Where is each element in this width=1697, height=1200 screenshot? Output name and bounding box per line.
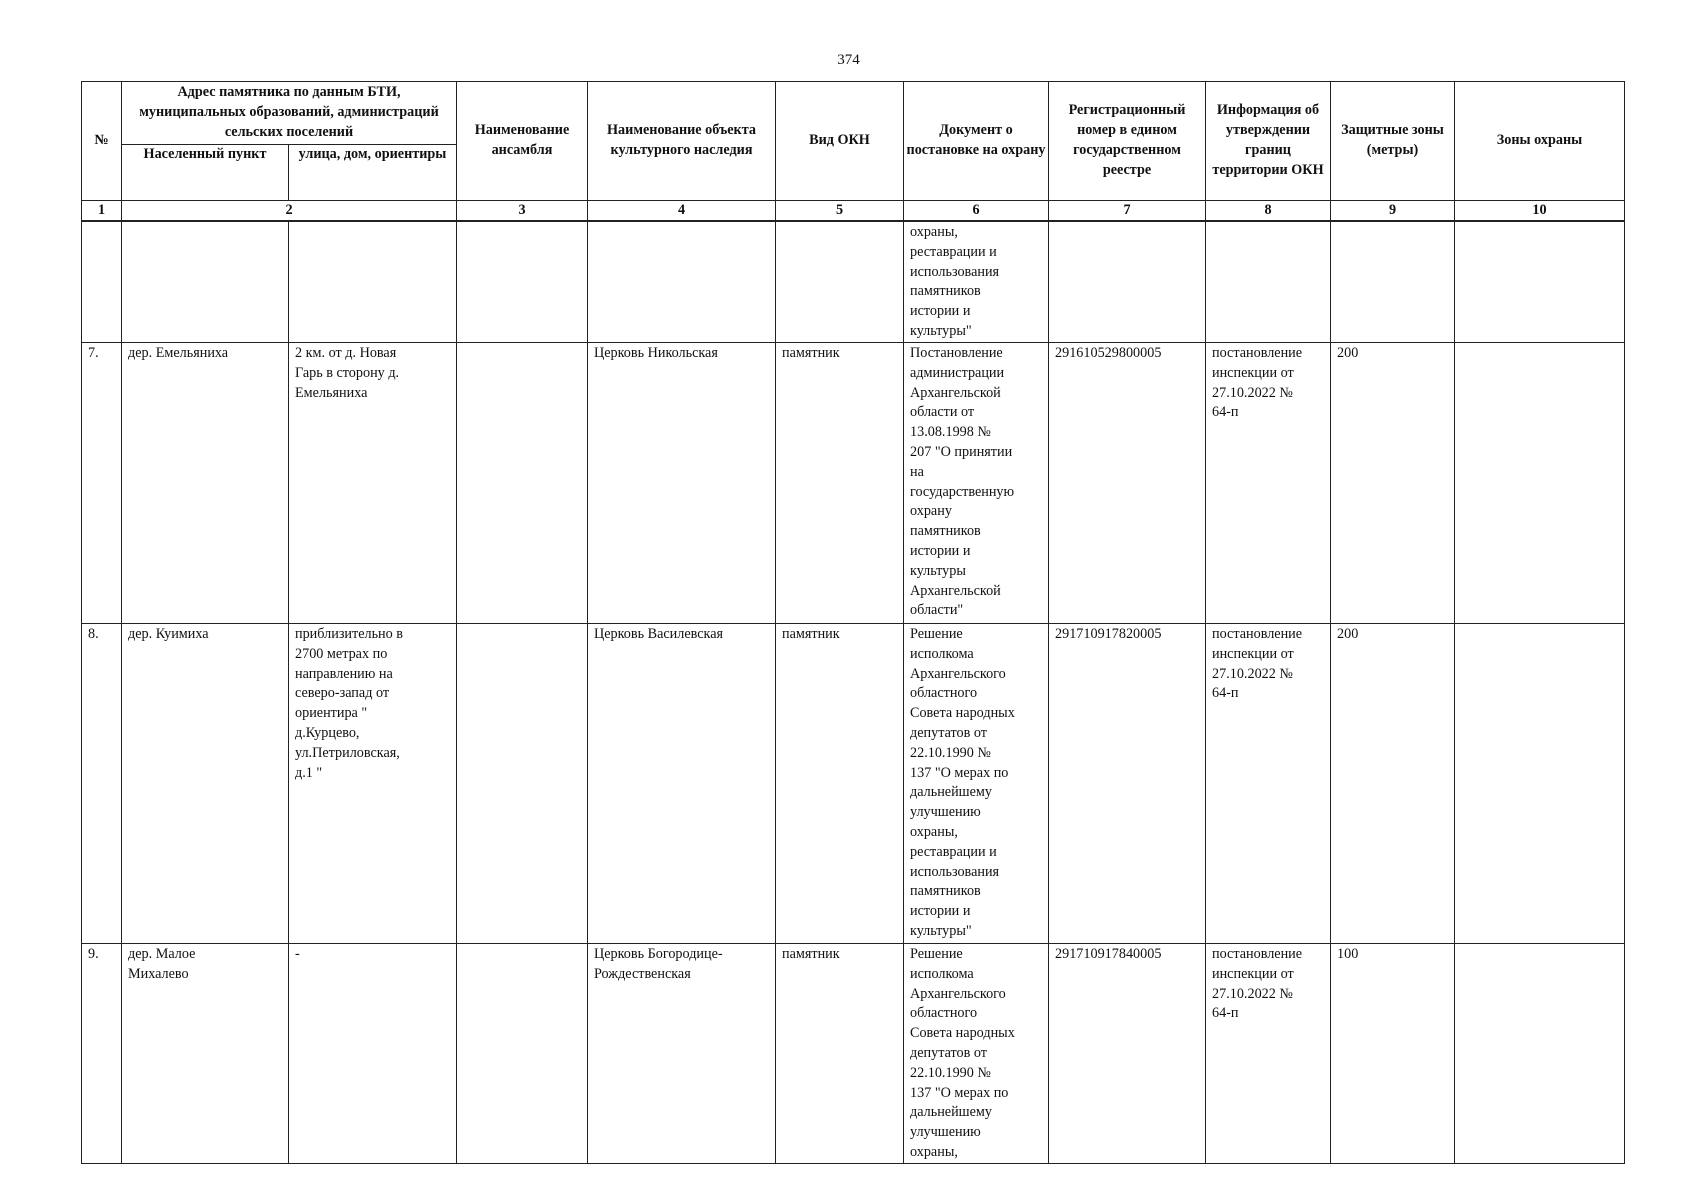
header-okn-type: Вид ОКН <box>776 82 904 201</box>
cell-protection-zone <box>1455 343 1625 624</box>
cell-street: приблизительно в 2700 метрах по направлению на северо-запад от ориентира " д.Курцево, ул.Петриловская, д.1 " <box>289 624 457 944</box>
column-number: 2 <box>122 201 457 222</box>
header-settlement: Населенный пункт <box>122 145 289 201</box>
cell-protection-zone <box>1455 624 1625 944</box>
page-number: 374 <box>837 52 860 68</box>
header-number: № <box>82 82 122 201</box>
cell-reg-number: 291610529800005 <box>1049 343 1206 624</box>
monument-register-table <box>81 81 1625 1164</box>
cell-protective-zone: 200 <box>1331 624 1455 944</box>
cell-okn-type: памятник <box>776 944 904 1164</box>
cell-boundaries-info: постановление инспекции от 27.10.2022 № 64-п <box>1206 343 1331 624</box>
header-ensemble: Наименование ансамбля <box>457 82 588 201</box>
table-row <box>82 343 1625 624</box>
column-number: 4 <box>588 201 776 222</box>
column-number: 3 <box>457 201 588 222</box>
table-row <box>82 221 1625 343</box>
table-header <box>82 82 1625 222</box>
header-object-name: Наименование объекта культурного наследия <box>588 82 776 201</box>
cell-number: 9. <box>82 944 122 1164</box>
cell-number <box>82 221 122 343</box>
cell-protective-zone <box>1331 221 1455 343</box>
cell-document: Постановление администрации Архангельской области от 13.08.1998 № 207 "О принятии на государственную охрану памятников истории и культуры Архангельской области" <box>904 343 1049 624</box>
cell-object-name <box>588 221 776 343</box>
column-number: 5 <box>776 201 904 222</box>
cell-boundaries-info: постановление инспекции от 27.10.2022 № 64-п <box>1206 944 1331 1164</box>
cell-settlement: дер. Емельяниха <box>122 343 289 624</box>
header-street: улица, дом, ориентиры <box>289 145 457 201</box>
cell-ensemble <box>457 343 588 624</box>
cell-okn-type <box>776 221 904 343</box>
cell-protection-zone <box>1455 944 1625 1164</box>
cell-protection-zone <box>1455 221 1625 343</box>
cell-street <box>289 221 457 343</box>
header-reg-number: Регистрационный номер в едином государственном реестре <box>1049 82 1206 201</box>
cell-document: охраны, реставрации и использования памятников истории и культуры" <box>904 221 1049 343</box>
cell-document: Решение исполкома Архангельского областного Совета народных депутатов от 22.10.1990 № 137 "О мерах по дальнейшему улучшению охраны, <box>904 944 1049 1164</box>
cell-reg-number: 291710917840005 <box>1049 944 1206 1164</box>
column-number: 8 <box>1206 201 1331 222</box>
column-number: 6 <box>904 201 1049 222</box>
cell-number: 7. <box>82 343 122 624</box>
cell-okn-type: памятник <box>776 624 904 944</box>
table-row <box>82 624 1625 944</box>
header-boundaries-info: Информация об утверждении границ территории ОКН <box>1206 82 1331 201</box>
column-numbers-row <box>82 201 1625 222</box>
column-number: 7 <box>1049 201 1206 222</box>
header-protection-zones: Зоны охраны <box>1455 82 1625 201</box>
cell-protective-zone: 100 <box>1331 944 1455 1164</box>
header-document: Документ о постановке на охрану <box>904 82 1049 201</box>
cell-object-name: Церковь Василевская <box>588 624 776 944</box>
cell-boundaries-info <box>1206 221 1331 343</box>
cell-settlement: дер. Куимиха <box>122 624 289 944</box>
cell-ensemble <box>457 221 588 343</box>
cell-ensemble <box>457 944 588 1164</box>
cell-settlement <box>122 221 289 343</box>
cell-reg-number: 291710917820005 <box>1049 624 1206 944</box>
cell-reg-number <box>1049 221 1206 343</box>
column-number: 10 <box>1455 201 1625 222</box>
column-number: 9 <box>1331 201 1455 222</box>
header-address-group: Адрес памятника по данным БТИ, муниципальных образований, администраций сельских поселений <box>122 82 457 145</box>
column-number: 1 <box>82 201 122 222</box>
cell-protective-zone: 200 <box>1331 343 1455 624</box>
cell-street: - <box>289 944 457 1164</box>
cell-object-name: Церковь Богородице- Рождественская <box>588 944 776 1164</box>
cell-object-name: Церковь Никольская <box>588 343 776 624</box>
header-protective-zones: Защитные зоны (метры) <box>1331 82 1455 201</box>
cell-settlement: дер. Малое Михалево <box>122 944 289 1164</box>
cell-street: 2 км. от д. Новая Гарь в сторону д. Емельяниха <box>289 343 457 624</box>
cell-document: Решение исполкома Архангельского областного Совета народных депутатов от 22.10.1990 № 137 "О мерах по дальнейшему улучшению охраны, реставрации и использования памятников истории и культуры" <box>904 624 1049 944</box>
cell-number: 8. <box>82 624 122 944</box>
table-row <box>82 944 1625 1164</box>
cell-ensemble <box>457 624 588 944</box>
cell-okn-type: памятник <box>776 343 904 624</box>
cell-boundaries-info: постановление инспекции от 27.10.2022 № 64-п <box>1206 624 1331 944</box>
